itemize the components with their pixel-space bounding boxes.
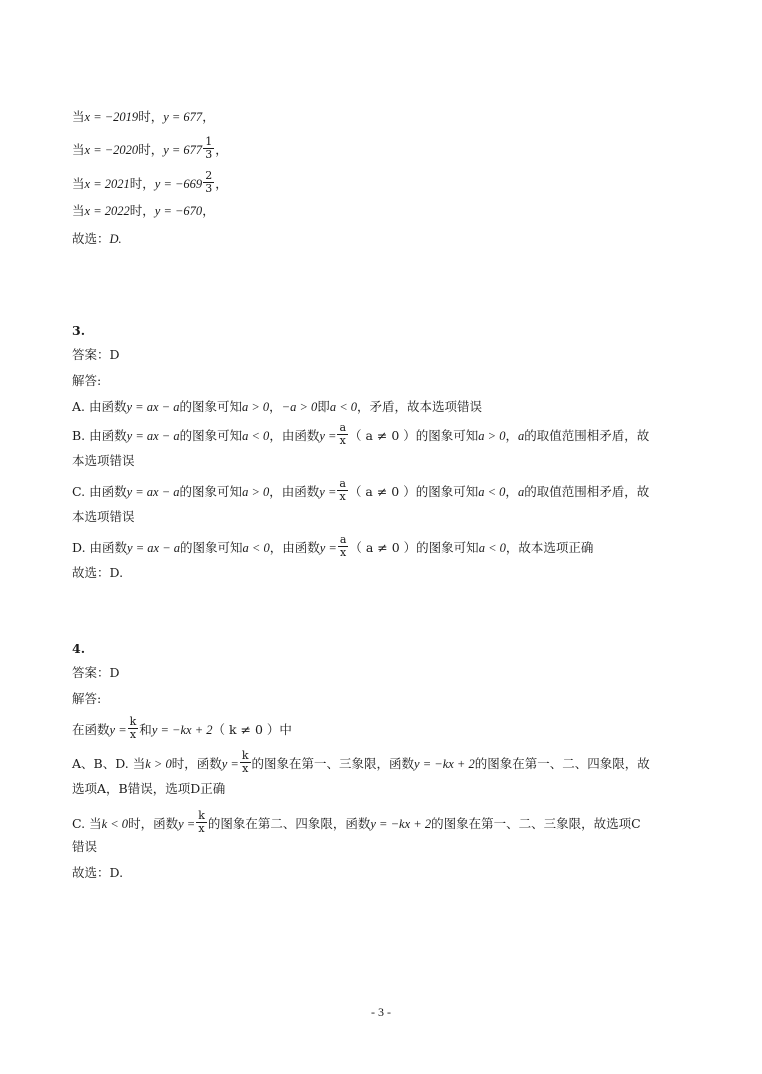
fraction: $\frac{k}{x}$ bbox=[198, 809, 205, 835]
q3-option-c-wrap: 本选项错误 bbox=[72, 509, 135, 524]
q4-choice: 故选：D. bbox=[72, 865, 124, 880]
fraction: $\frac{a}{x}$ bbox=[339, 533, 347, 559]
q4-option-c: C. 当k < 0时，函数y = $\frac{k}{x}$ 的图象在第二、四象限，函数y = −kx + 2的图象在第一、二、三象限，故选项C bbox=[72, 809, 641, 835]
fraction: $\frac{k}{x}$ bbox=[129, 715, 137, 741]
q4-answer: 答案：D bbox=[72, 665, 120, 680]
q2-line-3: 当x = 2021时，y = −669 $\frac{2}{3}$ ， bbox=[72, 169, 228, 195]
page-number: - 3 - bbox=[371, 1005, 391, 1019]
q4-option-abd: A、B、D. 当k > 0时，函数y = $\frac{k}{x}$ 的图象在第一、三象限，函数y = −kx + 2的图象在第一、二、四象限，故 bbox=[72, 749, 650, 775]
q3-choice: 故选：D. bbox=[72, 565, 124, 580]
q2-line-1: 当x = −2019时，y = 677， bbox=[72, 109, 215, 124]
fraction: $\frac{a}{x}$ bbox=[339, 477, 346, 503]
q3-answer: 答案：D bbox=[72, 347, 120, 362]
fraction: $\frac{a}{x}$ bbox=[339, 421, 346, 447]
q3-option-b-wrap: 本选项错误 bbox=[72, 453, 135, 468]
q2-line-2: 当x = −2020时，y = 677 $\frac{1}{3}$ ， bbox=[72, 135, 228, 161]
q3-option-c: C. 由函数y = ax − a的图象可知a > 0，由函数y = $\frac{a}{x}$ （ a ≠ 0 ）的图象可知a < 0，a的取值范围相矛盾，故 bbox=[72, 477, 650, 503]
q3-number: 3. bbox=[72, 323, 86, 338]
fraction: $\frac{2}{3}$ bbox=[205, 169, 213, 195]
q4-option-c-wrap: 错误 bbox=[72, 839, 98, 854]
q3-option-b: B. 由函数y = ax − a的图象可知a < 0，由函数y = $\frac{a}{x}$ （ a ≠ 0 ）的图象可知a > 0，a的取值范围相矛盾，故 bbox=[72, 421, 650, 447]
q2-choice: 故选：D. bbox=[72, 231, 122, 246]
q3-option-a: A. 由函数y = ax − a的图象可知a > 0，−a > 0即a < 0，矛盾，故本选项错误 bbox=[72, 399, 483, 414]
q4-solution-label: 解答: bbox=[72, 691, 102, 706]
q3-solution-label: 解答: bbox=[72, 373, 102, 388]
q3-option-d: D. 由函数y = ax − a的图象可知a < 0，由函数y = $\frac{a}{x}$ （ a ≠ 0 ）的图象可知a < 0，故本选项正确 bbox=[72, 533, 594, 559]
q2-line-4: 当x = 2022时，y = −670， bbox=[72, 203, 215, 218]
q4-option-abd-wrap: 选项A，B错误，选项D正确 bbox=[72, 781, 226, 796]
fraction: $\frac{1}{3}$ bbox=[205, 135, 213, 161]
q4-intro: 在函数y = $\frac{k}{x}$ 和y = −kx + 2（ k ≠ 0 ）中 bbox=[72, 715, 292, 741]
fraction: $\frac{k}{x}$ bbox=[241, 749, 249, 775]
q4-number: 4. bbox=[72, 641, 86, 656]
